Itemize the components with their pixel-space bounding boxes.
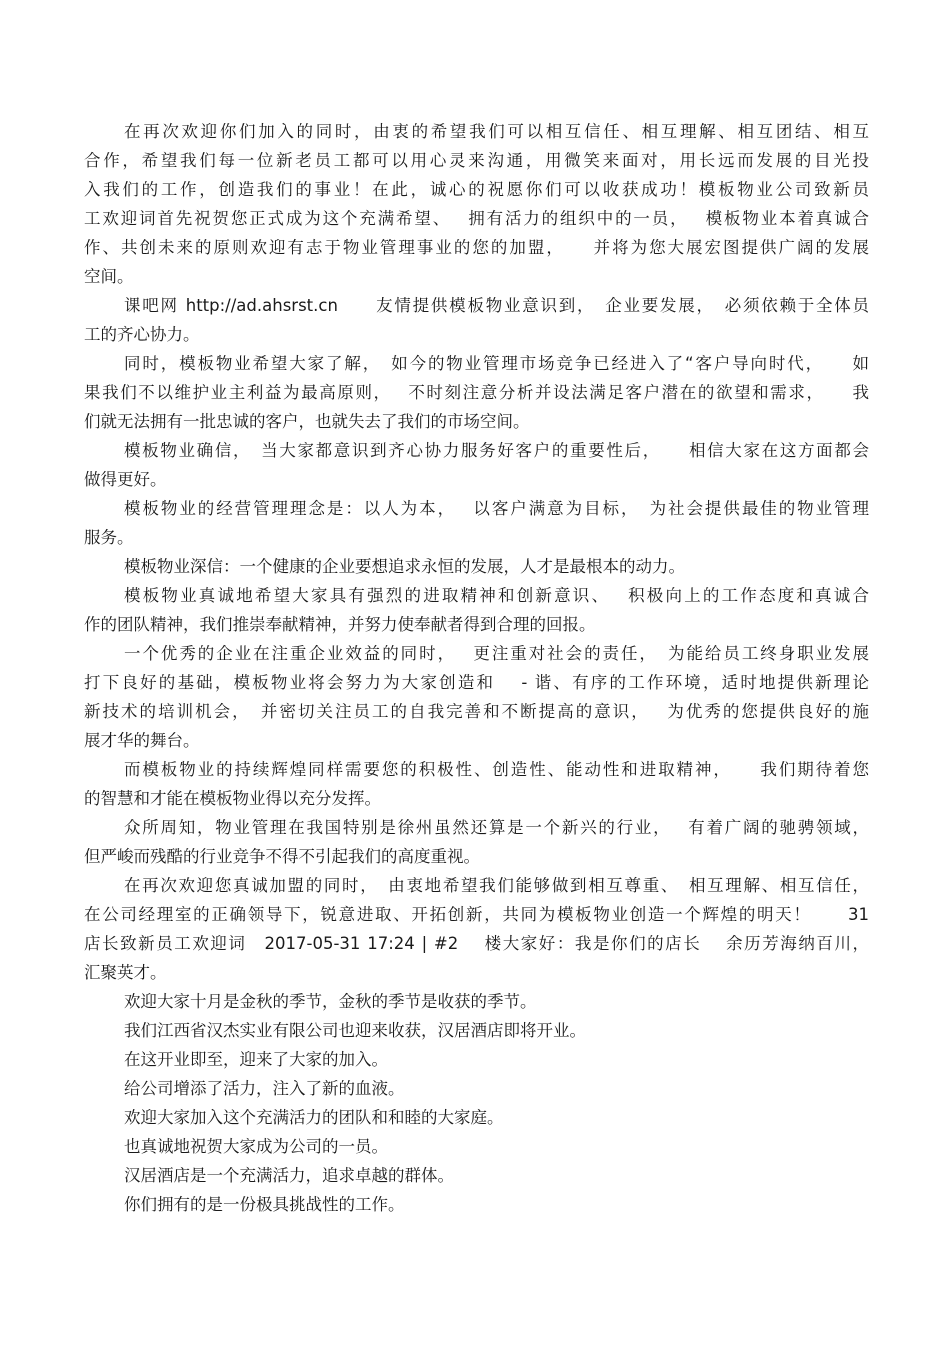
text-line: 一个优秀的企业在注重企业效益的同时， 更注重对社会的责任， 为能给员工终身职业发展	[124, 644, 869, 663]
text-line: 欢迎大家十月是金秋的季节，金秋的季节是收获的季节。	[124, 992, 537, 1011]
text-line: 我们江西省汉杰实业有限公司也迎来收获，汉居酒店即将开业。	[124, 1021, 586, 1040]
text-line: 欢迎大家加入这个充满活力的团队和和睦的大家庭。	[124, 1108, 504, 1127]
text-line: 但严峻而残酷的行业竞争不得不引起我们的高度重视。	[84, 847, 480, 866]
text-line: 汇聚英才。	[84, 963, 167, 982]
text-line: 新技术的培训机会， 并密切关注员工的自我完善和不断提高的意识， 为优秀的您提供良好的施	[84, 702, 869, 721]
text-line: 工欢迎词首先祝贺您正式成为这个充满希望、 拥有活力的组织中的一员， 模板物业本着真诚合	[84, 209, 869, 228]
text-line: 模板物业真诚地希望大家具有强烈的进取精神和创新意识、 积极向上的工作态度和真诚合	[124, 586, 869, 605]
text-line: 果我们不以维护业主利益为最高原则， 不时刻注意分析并设法满足客户潜在的欲望和需求， 我	[84, 383, 869, 402]
text-line: 在再次欢迎您真诚加盟的同时， 由衷地希望我们能够做到相互尊重、 相互理解、相互信任，	[124, 876, 869, 895]
text-line: 合作，希望我们每一位新老员工都可以用心灵来沟通，用微笑来面对，用长远而发展的目光投	[84, 151, 869, 170]
text-line: 在这开业即至，迎来了大家的加入。	[124, 1050, 388, 1069]
text-line: 给公司增添了活力，注入了新的血液。	[124, 1079, 405, 1098]
text-line: 们就无法拥有一批忠诚的客户，也就失去了我们的市场空间。	[84, 412, 530, 431]
text-line: 空间。	[84, 267, 134, 286]
text-line: 作的团队精神，我们推崇奉献精神，并努力使奉献者得到合理的回报。	[84, 615, 596, 634]
text-line: 的智慧和才能在模板物业得以充分发挥。	[84, 789, 381, 808]
text-line: 模板物业深信：一个健康的企业要想追求永恒的发展，人才是最根本的动力。	[124, 557, 685, 576]
text-line: 而模板物业的持续辉煌同样需要您的积极性、创造性、能动性和进取精神， 我们期待着您	[124, 760, 869, 779]
text-line: 同时，模板物业希望大家了解， 如今的物业管理市场竞争已经进入了“客户导向时代， 如	[124, 354, 869, 373]
text-line: 展才华的舞台。	[84, 731, 200, 750]
text-line: 模板物业的经营管理理念是：以人为本， 以客户满意为目标， 为社会提供最佳的物业管理	[124, 499, 869, 518]
text-line: 服务。	[84, 528, 134, 547]
text-line: 做得更好。	[84, 470, 167, 489]
text-line: 也真诚地祝贺大家成为公司的一员。	[124, 1137, 388, 1156]
text-line: 在再次欢迎你们加入的同时，由衷的希望我们可以相互信任、相互理解、相互团结、相互	[124, 122, 869, 141]
text-line: 众所周知，物业管理在我国特别是徐州虽然还算是一个新兴的行业， 有着广阔的驰骋领域，	[124, 818, 869, 837]
text-line: 打下良好的基础，模板物业将会努力为大家创造和 - 谐、有序的工作环境，适时地提供新理论	[84, 673, 869, 692]
text-line: 汉居酒店是一个充满活力，追求卓越的群体。	[124, 1166, 454, 1185]
text-line: 在公司经理室的正确领导下，锐意进取、开拓创新，共同为模板物业创造一个辉煌的明天！ 31	[84, 905, 869, 924]
text-line: 模板物业确信， 当大家都意识到齐心协力服务好客户的重要性后， 相信大家在这方面都会	[124, 441, 869, 460]
text-line: 课吧网 http://ad.ahsrst.cn 友情提供模板物业意识到， 企业要发展， 必须依赖于全体员	[124, 296, 869, 315]
text-line: 作、共创未来的原则欢迎有志于物业管理事业的您的加盟， 并将为您大展宏图提供广阔的发展	[84, 238, 869, 257]
text-line: 入我们的工作，创造我们的事业！在此，诚心的祝愿你们可以收获成功！模板物业公司致新员	[84, 180, 869, 199]
text-line: 店长致新员工欢迎词 2017-05-31 17:24 | #2 楼大家好：我是你们的店长 余历芳海纳百川，	[84, 934, 869, 953]
text-line: 工的齐心协力。	[84, 325, 200, 344]
text-line: 你们拥有的是一份极具挑战性的工作。	[124, 1195, 405, 1214]
